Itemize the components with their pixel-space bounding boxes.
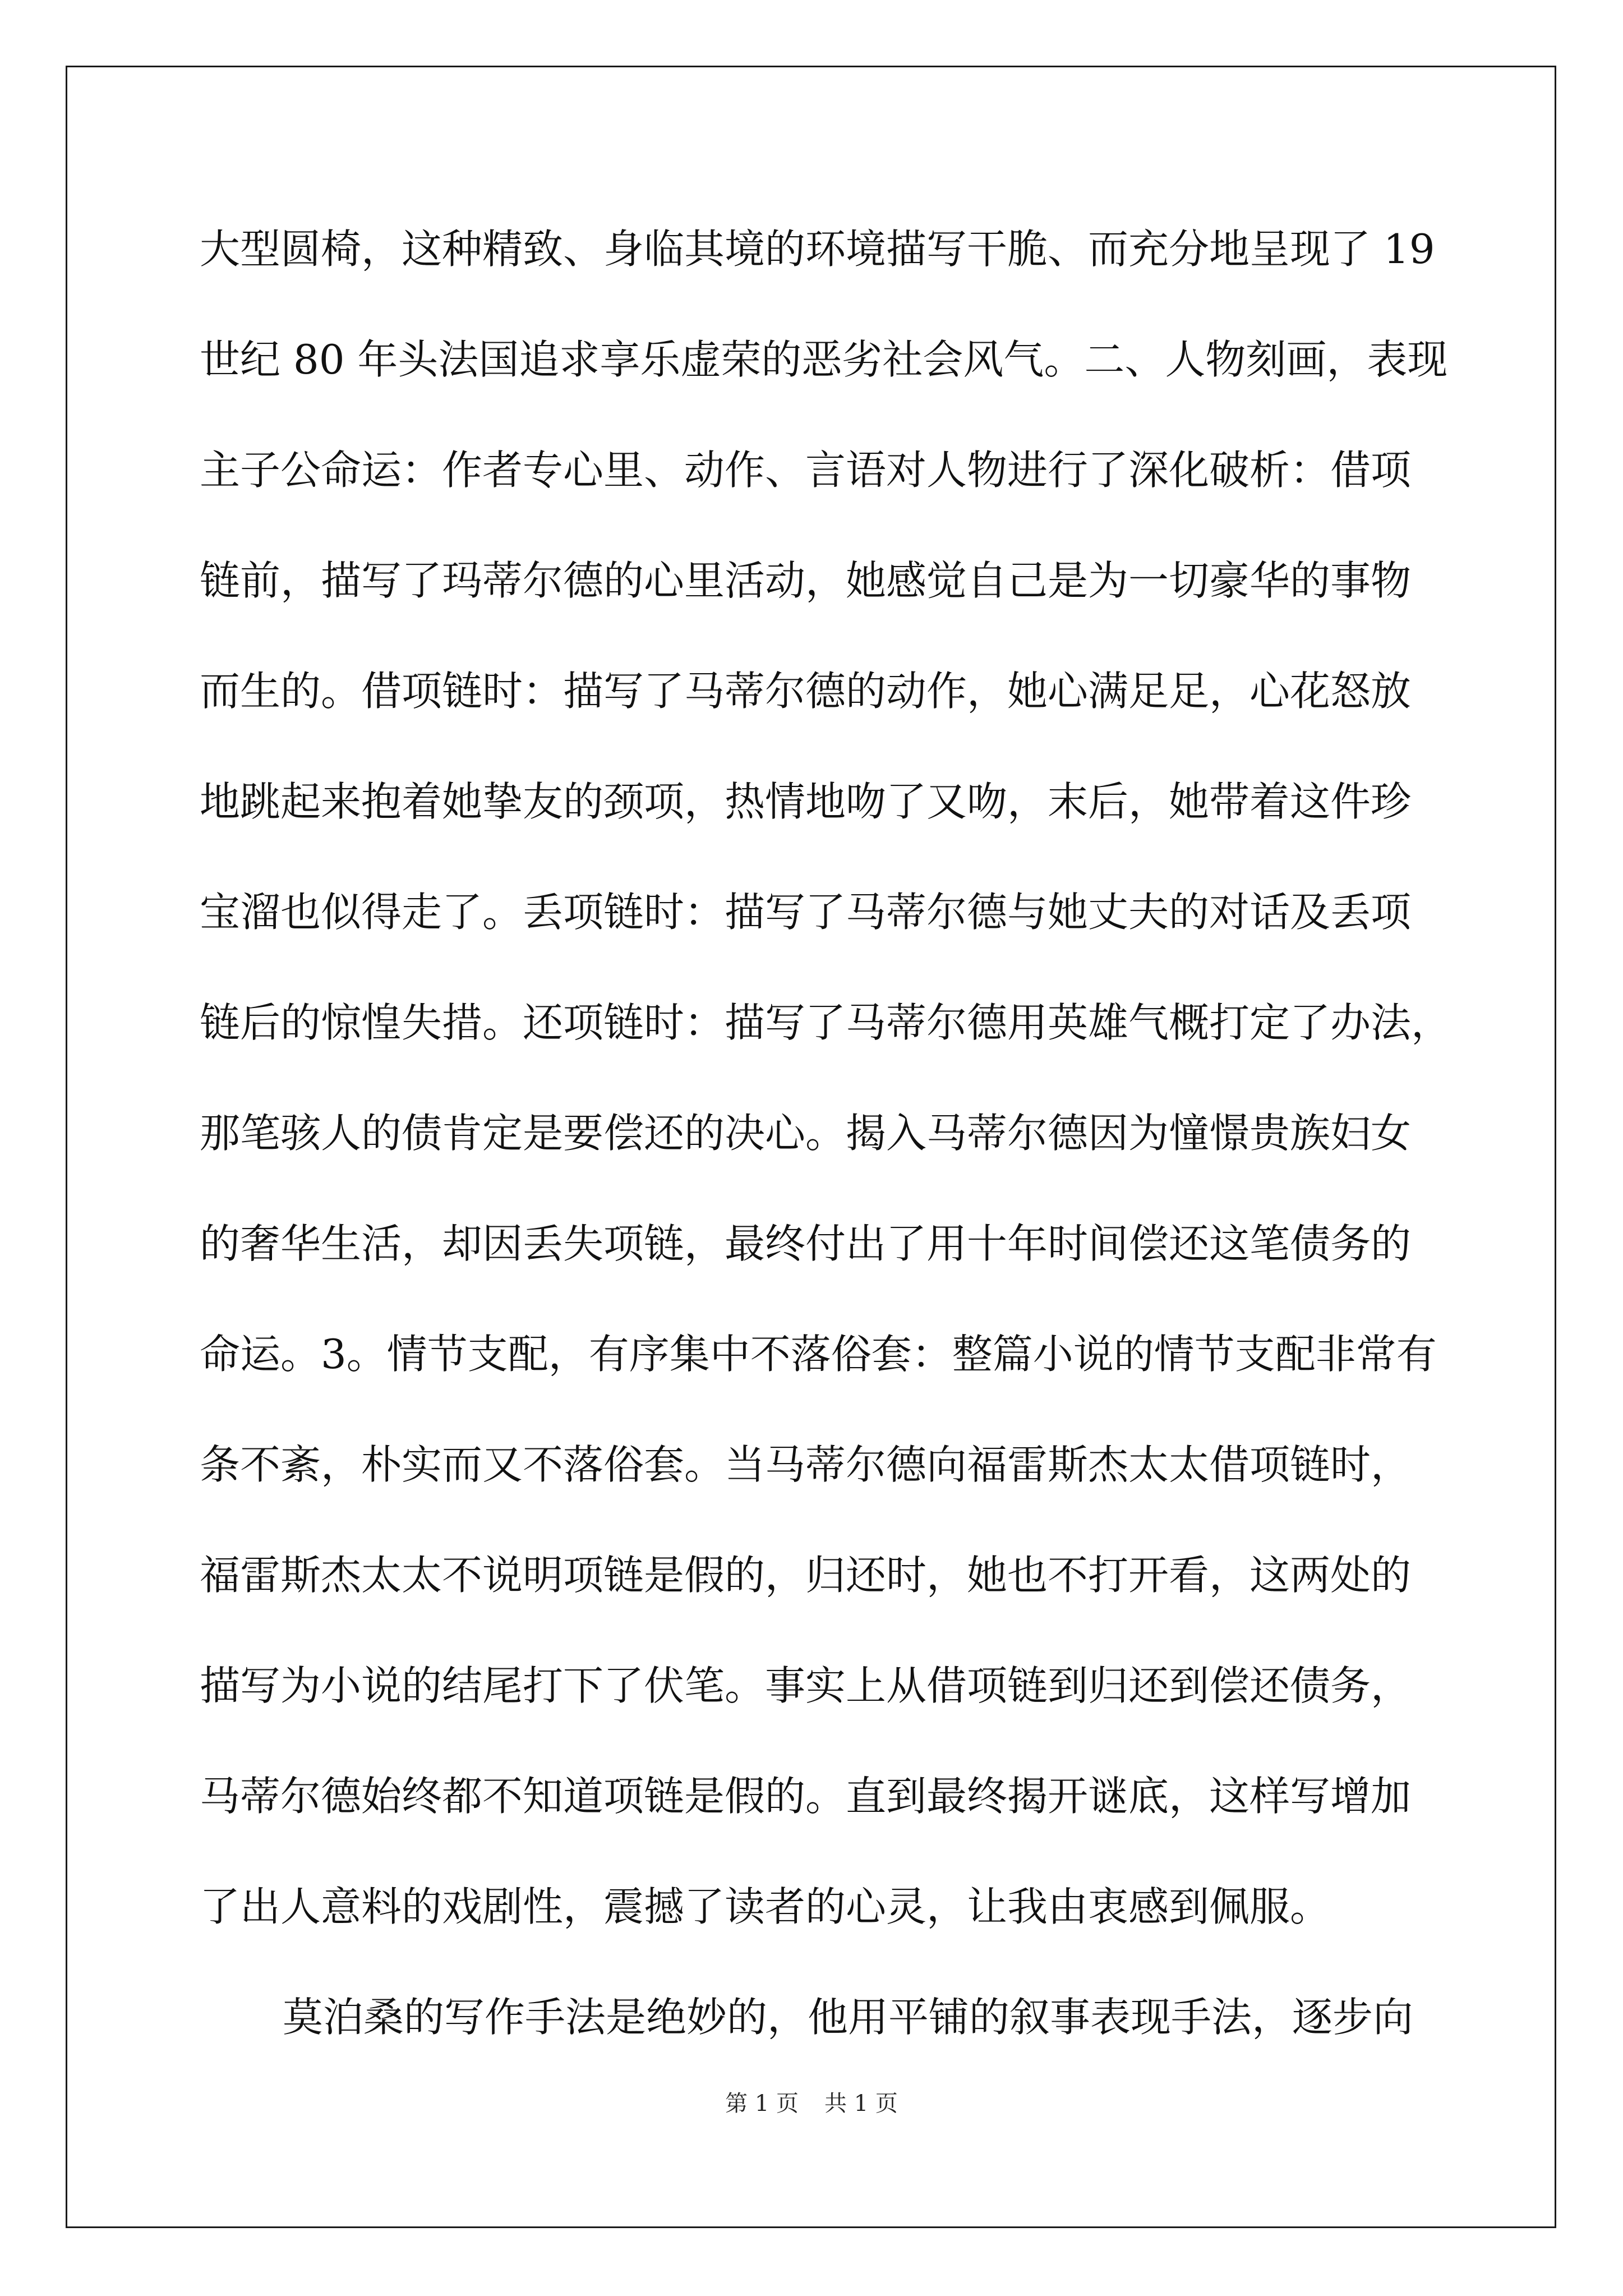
text-line: 而生的。借项链时：描写了马蒂尔德的动作，她心满足足，心花怒放 <box>200 668 1412 715</box>
text-line: 描写为小说的结尾打下了伏笔。事实上从借项链到归还到偿还债务， <box>200 1662 1412 1709</box>
text-line: 马蒂尔德始终都不知道项链是假的。直到最终揭开谜底，这样写增加 <box>200 1773 1412 1820</box>
text-line: 宝溜也似得走了。丢项链时：描写了马蒂尔德与她丈夫的对话及丢项 <box>200 889 1412 936</box>
text-line: 链前，描写了玛蒂尔德的心里活动，她感觉自己是为一切豪华的事物 <box>200 557 1412 604</box>
document-body <box>200 216 1452 2095</box>
text-line: 大型圆椅，这种精致、身临其境的环境描写干脆、而充分地呈现了 19 <box>200 226 1435 273</box>
text-line: 了出人意料的戏剧性，震撼了读者的心灵，让我由衷感到佩服。 <box>200 1883 1331 1930</box>
page-number: 第 1 页 <box>725 2091 799 2116</box>
page-footer <box>0 2087 1623 2120</box>
text-line: 条不紊，朴实而又不落俗套。当马蒂尔德向福雷斯杰太太借项链时， <box>200 1441 1412 1488</box>
text-line: 链后的惊惶失措。还项链时：描写了马蒂尔德用英雄气概打定了办法， <box>200 999 1452 1046</box>
text-line: 世纪 80 年头法国追求享乐虚荣的恶劣社会风气。二、人物刻画，表现 <box>200 336 1448 383</box>
text-line: 的奢华生活，却因丢失项链，最终付出了用十年时间偿还这笔债务的 <box>200 1220 1412 1267</box>
text-line: 命运。3。情节支配，有序集中不落俗套：整篇小说的情节支配非常有 <box>200 1331 1437 1378</box>
page-total: 共 1 页 <box>824 2091 898 2116</box>
text-line: 福雷斯杰太太不说明项链是假的，归还时，她也不打开看，这两处的 <box>200 1552 1412 1599</box>
text-line: 地跳起来抱着她挚友的颈项，热情地吻了又吻，末后，她带着这件珍 <box>200 778 1412 825</box>
text-line: 主子公命运：作者专心里、动作、言语对人物进行了深化破析：借项 <box>200 447 1412 494</box>
text-line: 那笔骇人的债肯定是要偿还的决心。揭入马蒂尔德因为憧憬贵族妇女 <box>200 1110 1412 1157</box>
paragraph-start-line: 莫泊桑的写作手法是绝妙的，他用平铺的叙事表现手法，逐步向 <box>283 1994 1414 2041</box>
